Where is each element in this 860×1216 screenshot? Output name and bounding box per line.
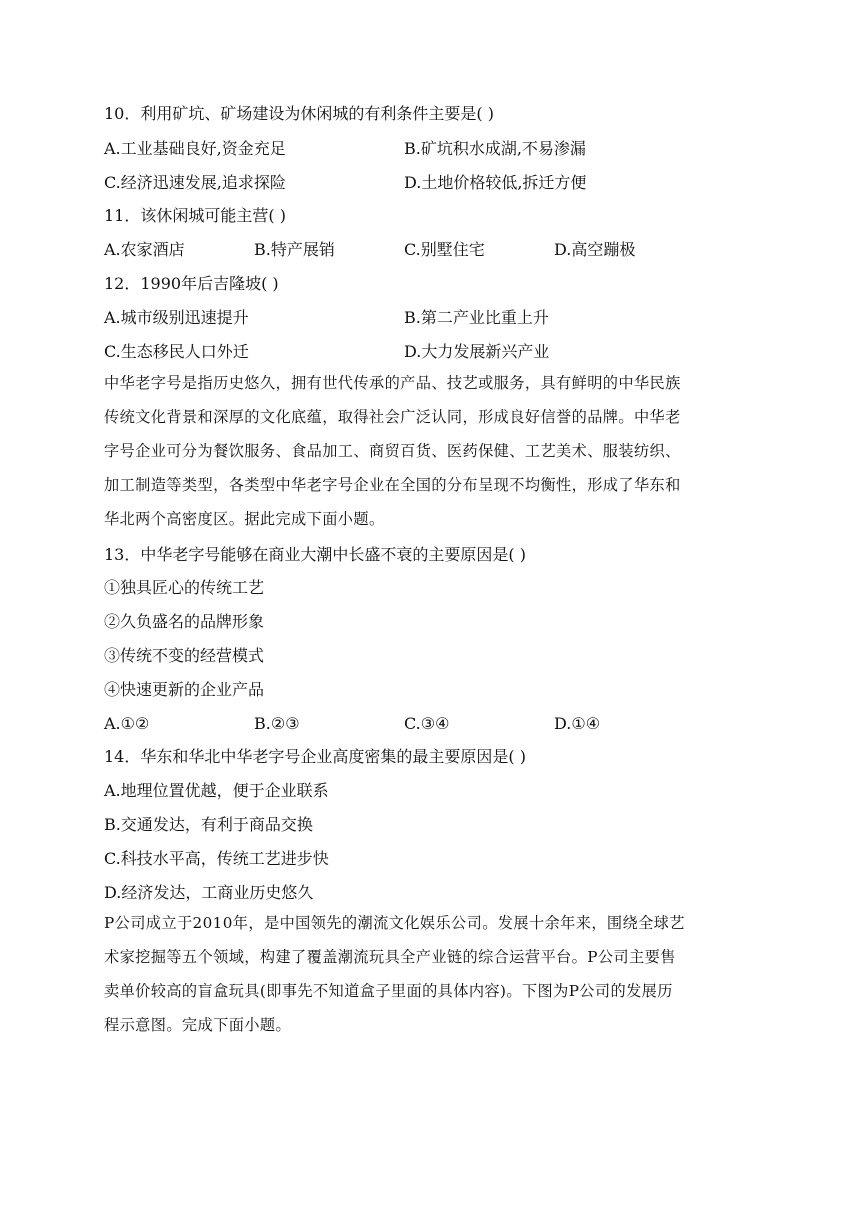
question-14-option-a: A.地理位置优越，便于企业联系 xyxy=(104,781,329,800)
passage-line: 加工制造等类型，各类型中华老字号企业在全国的分布呈现不均衡性，形成了华东和 xyxy=(104,476,681,494)
question-11-option-d: D.高空蹦极 xyxy=(554,240,636,259)
question-14-option-b: B.交通发达，有利于商品交换 xyxy=(104,815,313,834)
question-13-stem: 13．中华老字号能够在商业大潮中长盛不衰的主要原因是( ) xyxy=(104,545,526,564)
passage-line: 华北两个高密度区。据此完成下面小题。 xyxy=(104,510,385,528)
question-10-option-c: C.经济迅速发展,追求探险 xyxy=(104,173,286,192)
question-13-statement-1: ①独具匠心的传统工艺 xyxy=(104,578,265,597)
question-13-statement-2: ②久负盛名的品牌形象 xyxy=(104,612,265,631)
question-14-stem: 14．华东和华北中华老字号企业高度密集的最主要原因是( ) xyxy=(104,747,526,766)
question-14-option-d: D.经济发达，工商业历史悠久 xyxy=(104,883,314,902)
question-10-stem: 10．利用矿坑、矿场建设为休闲城的有利条件主要是( ) xyxy=(104,104,494,123)
passage-p-company xyxy=(104,906,754,1042)
question-13-option-a: A.①② xyxy=(104,714,150,733)
question-10-option-a: A.工业基础良好,资金充足 xyxy=(104,139,286,158)
question-12-option-b: B.第二产业比重上升 xyxy=(404,308,549,327)
passage-line: 术家挖掘等五个领域，构建了覆盖潮流玩具全产业链的综合运营平台。P公司主要售 xyxy=(104,948,676,966)
question-11-stem: 11．该休闲城可能主营( ) xyxy=(104,206,286,225)
passage-laozihao xyxy=(104,366,754,536)
question-12-option-d: D.大力发展新兴产业 xyxy=(404,342,550,361)
passage-line: 中华老字号是指历史悠久，拥有世代传承的产品、技艺或服务，具有鲜明的中华民族 xyxy=(104,374,681,392)
passage-line: 卖单价较高的盲盒玩具(即事先不知道盒子里面的具体内容)。下图为P公司的发展历 xyxy=(104,982,673,1000)
question-10-option-d: D.土地价格较低,拆迁方便 xyxy=(404,173,587,192)
passage-line: 字号企业可分为餐饮服务、食品加工、商贸百货、医药保健、工艺美术、服装纺织、 xyxy=(104,442,681,460)
question-10-option-b: B.矿坑积水成湖,不易渗漏 xyxy=(404,139,586,158)
question-13-option-d: D.①④ xyxy=(554,714,601,733)
question-13-statement-4: ④快速更新的企业产品 xyxy=(104,680,265,699)
question-12-stem: 12．1990年后吉隆坡( ) xyxy=(104,274,279,293)
question-11-option-b: B.特产展销 xyxy=(254,240,335,259)
question-12-option-c: C.生态移民人口外迁 xyxy=(104,342,249,361)
passage-line: P公司成立于2010年，是中国领先的潮流文化娱乐公司。发展十余年来，围绕全球艺 xyxy=(104,914,685,932)
question-13-option-b: B.②③ xyxy=(254,714,300,733)
question-14-option-c: C.科技水平高，传统工艺进步快 xyxy=(104,849,329,868)
passage-line: 传统文化背景和深厚的文化底蕴，取得社会广泛认同，形成良好信誉的品牌。中华老 xyxy=(104,408,681,426)
question-12-option-a: A.城市级别迅速提升 xyxy=(104,308,249,327)
question-11-option-a: A.农家酒店 xyxy=(104,240,185,259)
question-13-option-c: C.③④ xyxy=(404,714,450,733)
question-11-option-c: C.别墅住宅 xyxy=(404,240,485,259)
question-13-statement-3: ③传统不变的经营模式 xyxy=(104,646,265,665)
passage-line: 程示意图。完成下面小题。 xyxy=(104,1016,292,1034)
